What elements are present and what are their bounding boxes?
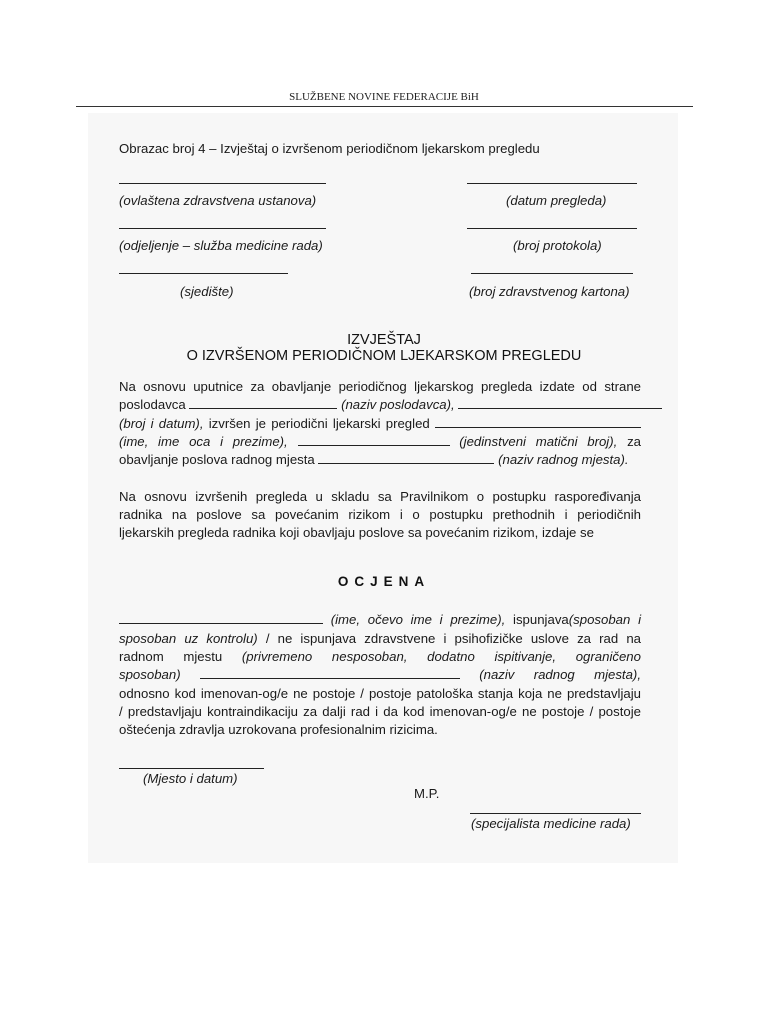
workplace-label: (naziv radnog mjesta). (498, 452, 629, 467)
paragraph1-line3 (119, 415, 641, 434)
assessed-name-blank (119, 622, 323, 624)
seat-line (119, 273, 288, 274)
fit-label: (sposoban i (568, 612, 641, 627)
specialist-label: (specijalista medicine rada) (471, 816, 631, 831)
paragraph3-line4 (119, 666, 641, 685)
publication-header: SLUŽBENE NOVINE FEDERACIJE BiH (289, 91, 479, 103)
referral-label: (broj i datum), (119, 416, 204, 431)
limited-label: sposoban) (119, 667, 181, 682)
text: ispunjava (513, 612, 569, 627)
department-label: (odjeljenje – služba medicine rada) (119, 238, 323, 253)
workplace-blank (318, 462, 494, 464)
report-title-line2: O IZVRŠENOM PERIODIČNOM LJEKARSKOM PREGLEDU (186, 348, 582, 364)
text: poslodavca (119, 397, 186, 412)
institution-label: (ovlaštena zdravstvena ustanova) (119, 193, 317, 208)
form-title: Obrazac broj 4 – Izvještaj o izvršenom periodičnom ljekarskom pregledu (119, 141, 540, 156)
paragraph1-line2 (119, 396, 641, 415)
seat-label: (sjedište) (180, 284, 234, 299)
jmbg-label: (jedinstveni matični broj), (459, 434, 618, 449)
text: radnom mjestu (119, 649, 223, 664)
paragraph3-line7: oštećenja zdravlja uzrokovana profesionalnim rizicima. (119, 722, 438, 737)
referral-blank (458, 407, 662, 409)
paragraph1-line1: Na osnovu uputnice za obavljanje periodičnog ljekarskog pregleda izdate od strane (119, 379, 641, 394)
exam-date-line (467, 183, 637, 184)
paragraph3-line2 (119, 630, 641, 649)
paragraph1-line5 (119, 451, 641, 470)
paragraph3-line5: odnosno kod imenovan-og/e ne postoje / postoje patološka stanja koja ne predstavljaju (119, 686, 641, 701)
health-card-line (471, 273, 633, 274)
paragraph2-line1: Na osnovu izvršenih pregleda u skladu sa Pravilnikom o postupku raspoređivanja (119, 489, 641, 504)
text: izvršen je periodični ljekarski pregled (208, 416, 430, 431)
header-rule (76, 106, 693, 107)
institution-line (119, 183, 326, 184)
department-line (119, 228, 326, 229)
place-date-line (119, 768, 264, 769)
assessed-workplace-blank (200, 677, 460, 679)
place-date-label: (Mjesto i datum) (143, 771, 238, 786)
specialist-line (470, 813, 641, 814)
text: obavljanje poslova radnog mjesta (119, 452, 315, 467)
paragraph3-line6: / predstavljaju kontraindikaciju za dalji rad i da kod imenovan-og/e ne postoje / postoje (119, 704, 641, 719)
text: za (627, 434, 641, 449)
name-label: (ime, ime oca i prezime), (119, 434, 288, 449)
protocol-line (467, 228, 637, 229)
report-title-line1: IZVJEŠTAJ (347, 332, 421, 348)
stamp-label: M.P. (414, 786, 440, 801)
exam-date-label: (datum pregleda) (506, 193, 607, 208)
assessment-heading: OCJENA (337, 574, 431, 589)
paragraph1-line4 (119, 433, 641, 452)
name-blank (435, 426, 641, 428)
paragraph2-line2: radnika na poslove sa povećanim rizikom i o postupku prethodnih i periodičnih (119, 507, 641, 522)
assessed-workplace-label: (naziv radnog mjesta), (479, 667, 641, 682)
health-card-label: (broj zdravstvenog kartona) (469, 284, 630, 299)
employer-blank (189, 407, 337, 409)
unfit-options-label: (privremeno nesposoban, dodatno ispitivanje, ograničeno (241, 649, 641, 664)
protocol-label: (broj protokola) (513, 238, 602, 253)
employer-label: (naziv poslodavca), (341, 397, 455, 412)
jmbg-blank (298, 444, 450, 446)
paragraph2-line3: ljekarskih pregleda radnika koji obavljaju poslove sa povećanim rizikom, izdaje se (119, 525, 594, 540)
paragraph3-line1 (119, 611, 641, 630)
assessed-name-label: (ime, očevo ime i prezime), (330, 612, 506, 627)
text: / ne ispunjava zdravstvene i psihofizičke uslove za rad na (265, 631, 641, 646)
fit-control-label: sposoban uz kontrolu) (119, 631, 258, 646)
paragraph3-line3 (119, 648, 641, 667)
